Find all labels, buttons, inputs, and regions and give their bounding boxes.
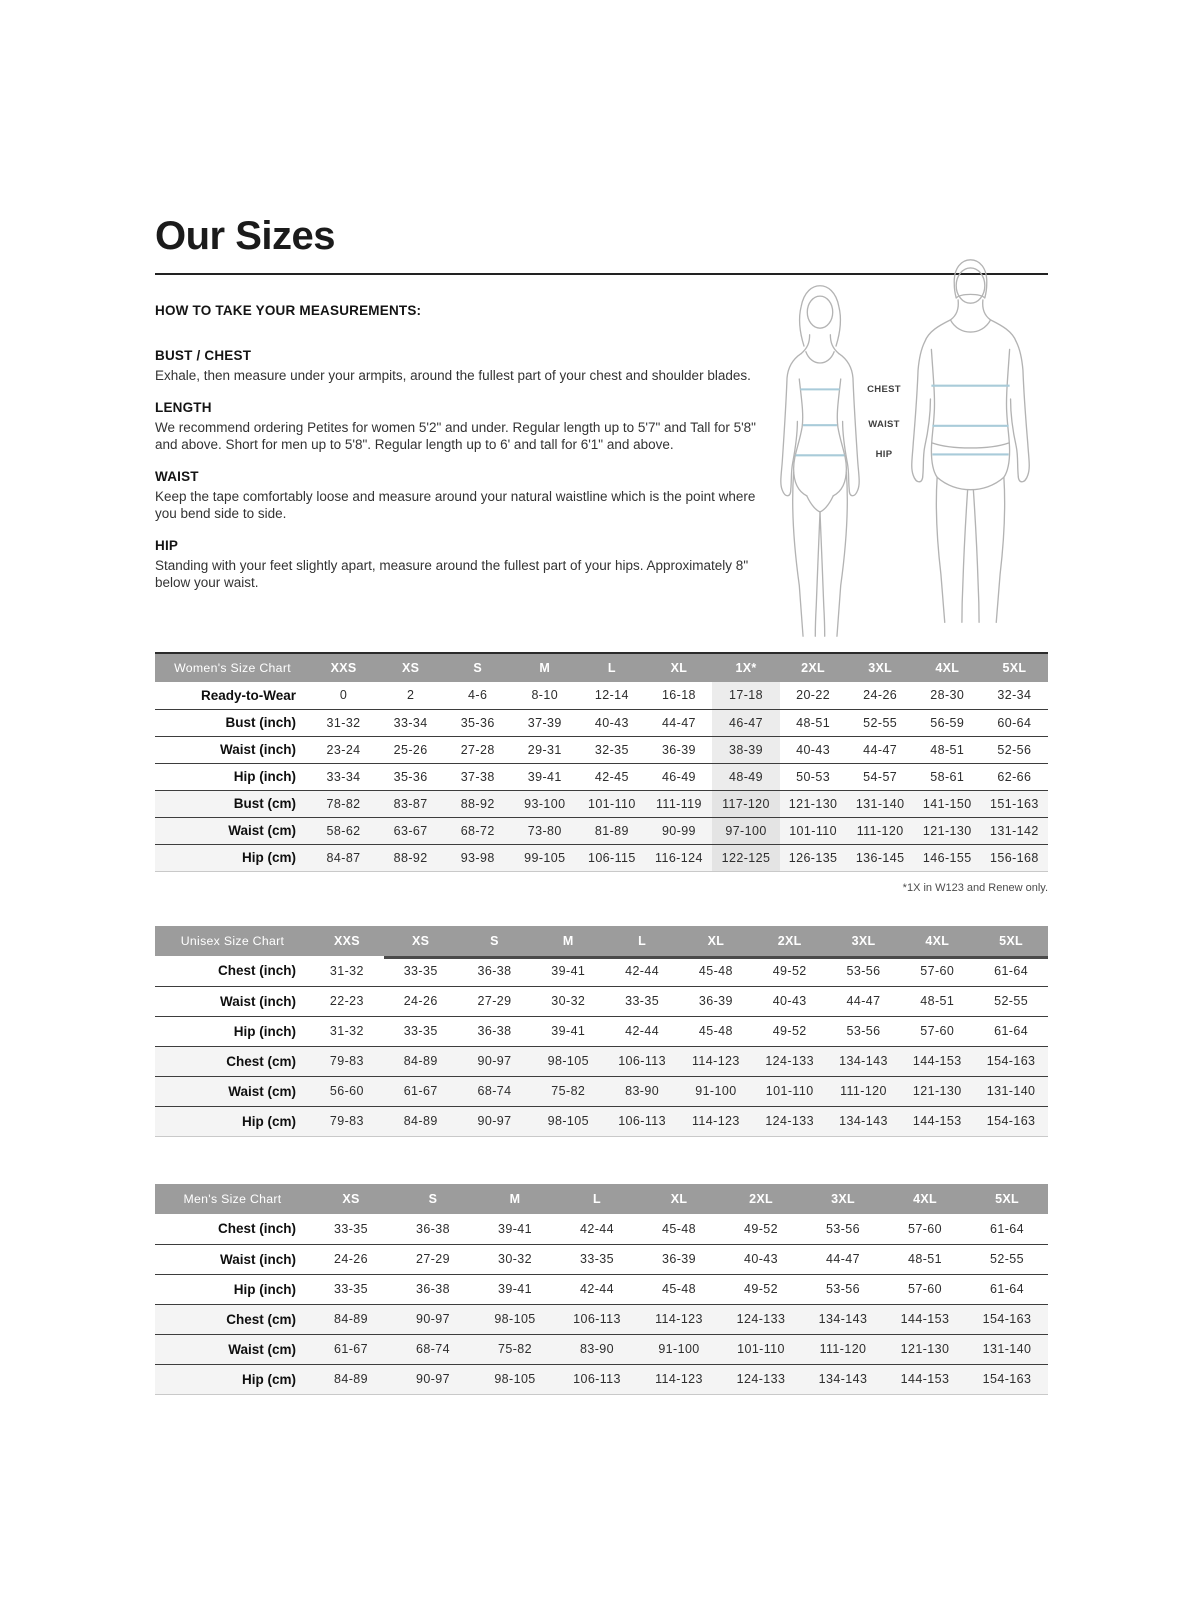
size-cell: 49-52 [744, 1282, 778, 1296]
size-cell: 63-67 [377, 817, 444, 844]
size-cell: 46-49 [661, 769, 696, 784]
size-cell: 106-113 [605, 1106, 679, 1136]
column-header-xs: XS [310, 1184, 392, 1214]
table-row [155, 1244, 1048, 1274]
size-cell: 144-153 [900, 1106, 974, 1136]
size-cell: 0 [339, 688, 348, 703]
column-header-s: S [444, 653, 511, 682]
size-cell: 46-47 [712, 709, 779, 736]
size-cell: 39-41 [551, 1024, 586, 1038]
size-cell: 36-39 [662, 1252, 696, 1266]
size-cell: 111-120 [827, 1076, 901, 1106]
mens-size-chart [155, 1184, 1048, 1395]
size-cell: 24-26 [403, 994, 438, 1008]
row-label: Hip (cm) [155, 844, 310, 871]
size-cell: 99-105 [511, 844, 578, 871]
size-cell: 124-133 [753, 1106, 827, 1136]
size-cell: 144-153 [884, 1364, 966, 1394]
size-cell: 68-74 [458, 1076, 532, 1106]
table-row [155, 956, 1048, 986]
table-row [155, 1304, 1048, 1334]
column-header-4xl: 4XL [900, 926, 974, 956]
size-cell: 131-142 [981, 817, 1048, 844]
size-cell: 16-18 [661, 688, 696, 703]
size-cell: 134-143 [827, 1046, 901, 1076]
unisex-size-chart [155, 926, 1048, 1137]
size-cell: 81-89 [578, 817, 645, 844]
size-cell: 114-123 [638, 1364, 720, 1394]
size-cell: 49-52 [772, 963, 807, 978]
size-cell: 58-61 [930, 769, 965, 784]
size-cell: 117-120 [712, 790, 779, 817]
table-row [155, 1364, 1048, 1394]
size-cell: 114-123 [638, 1304, 720, 1334]
column-header-l: L [605, 926, 679, 956]
size-cell: 36-39 [698, 994, 733, 1008]
size-cell: 131-140 [966, 1334, 1048, 1364]
size-cell: 88-92 [377, 844, 444, 871]
column-header-xxs: XXS [310, 653, 377, 682]
size-cell: 84-87 [310, 844, 377, 871]
size-cell: 84-89 [310, 1304, 392, 1334]
size-cell: 79-83 [310, 1046, 384, 1076]
size-cell: 33-34 [326, 769, 361, 784]
table-row [155, 1046, 1048, 1076]
table-row [155, 986, 1048, 1016]
size-cell: 98-105 [531, 1046, 605, 1076]
row-label: Hip (inch) [233, 769, 296, 784]
size-cell: 48-51 [920, 994, 955, 1008]
size-cell: 42-44 [580, 1282, 614, 1296]
section-text: Keep the tape comfortably loose and measure around your natural waistline which is the point where you bend side to side. [155, 488, 756, 522]
row-label: Chest (inch) [217, 963, 296, 979]
column-header-l: L [556, 1184, 638, 1214]
row-label: Bust (inch) [225, 715, 296, 730]
male-body-outline-illustration [903, 256, 1038, 628]
column-header-3xl: 3XL [802, 1184, 884, 1214]
size-cell: 33-35 [403, 1024, 438, 1038]
size-cell: 53-56 [826, 1282, 860, 1296]
size-cell: 91-100 [638, 1334, 720, 1364]
column-header-5xl: 5XL [981, 653, 1048, 682]
size-cell: 124-133 [720, 1304, 802, 1334]
column-header-xs: XS [384, 926, 458, 956]
section-length [155, 400, 773, 454]
size-cell: 90-97 [392, 1304, 474, 1334]
size-cell: 22-23 [329, 994, 364, 1008]
size-cell: 49-52 [744, 1221, 778, 1236]
row-label: Waist (inch) [220, 1251, 296, 1267]
section-text: Standing with your feet slightly apart, measure around the fullest part of your hips. Approximately 8" below your waist. [155, 557, 749, 591]
column-header-l: L [578, 653, 645, 682]
size-cell: 27-28 [460, 742, 495, 757]
size-cell: 156-168 [981, 844, 1048, 871]
table-row [155, 1076, 1048, 1106]
size-cell: 116-124 [645, 844, 712, 871]
size-cell: 61-67 [384, 1076, 458, 1106]
size-cell: 39-41 [551, 963, 586, 978]
size-cell: 27-29 [477, 994, 512, 1008]
size-cell: 37-38 [460, 769, 495, 784]
row-label: Ready-to-Wear [200, 687, 296, 703]
row-label: Hip (cm) [155, 1364, 310, 1394]
column-header-s: S [458, 926, 532, 956]
row-label: Chest (inch) [217, 1221, 296, 1237]
size-cell: 144-153 [900, 1046, 974, 1076]
size-cell: 58-62 [310, 817, 377, 844]
size-cell: 121-130 [914, 817, 981, 844]
size-cell: 42-45 [594, 769, 629, 784]
size-cell: 84-89 [384, 1046, 458, 1076]
column-header-4xl: 4XL [884, 1184, 966, 1214]
size-cell: 28-30 [930, 688, 965, 703]
size-cell: 53-56 [846, 963, 881, 978]
section-title: HIP [155, 537, 179, 553]
size-cell: 101-110 [578, 790, 645, 817]
size-cell: 61-67 [310, 1334, 392, 1364]
size-cell: 154-163 [966, 1364, 1048, 1394]
row-label: Waist (cm) [155, 1076, 310, 1106]
size-cell: 154-163 [966, 1304, 1048, 1334]
size-cell: 68-72 [444, 817, 511, 844]
column-header-3xl: 3XL [827, 926, 901, 956]
column-header-xl: XL [645, 653, 712, 682]
size-cell: 131-140 [974, 1076, 1048, 1106]
size-cell: 50-53 [796, 769, 831, 784]
size-cell: 39-41 [498, 1282, 532, 1296]
table-row [155, 736, 1048, 763]
table-row [155, 844, 1048, 871]
table-row [155, 763, 1048, 790]
size-cell: 83-90 [556, 1334, 638, 1364]
size-cell: 124-133 [753, 1046, 827, 1076]
size-cell: 57-60 [908, 1221, 942, 1236]
size-cell: 24-26 [334, 1252, 368, 1266]
size-cell: 48-51 [930, 742, 965, 757]
size-cell: 39-41 [498, 1221, 532, 1236]
row-label: Waist (cm) [155, 1334, 310, 1364]
female-body-outline-illustration [768, 282, 872, 640]
table-row [155, 1334, 1048, 1364]
table-row [155, 1214, 1048, 1244]
size-cell: 75-82 [531, 1076, 605, 1106]
figure-label-hip: HIP [875, 449, 893, 460]
measurements-heading: HOW TO TAKE YOUR MEASUREMENTS: [155, 303, 422, 318]
column-header-xxs: XXS [310, 926, 384, 956]
size-cell: 37-39 [527, 715, 562, 730]
size-cell: 36-39 [661, 742, 696, 757]
size-cell: 32-34 [997, 688, 1032, 703]
size-cell: 30-32 [551, 994, 586, 1008]
size-cell: 42-44 [625, 1024, 660, 1038]
measurement-instructions [155, 303, 773, 592]
column-header-1x: 1X* [712, 653, 779, 682]
size-cell: 32-35 [594, 742, 629, 757]
size-cell: 36-38 [416, 1282, 450, 1296]
size-cell: 48-49 [712, 763, 779, 790]
size-cell: 111-120 [847, 817, 914, 844]
size-cell: 35-36 [460, 715, 495, 730]
size-cell: 97-100 [712, 817, 779, 844]
size-cell: 45-48 [698, 963, 733, 978]
size-cell: 131-140 [847, 790, 914, 817]
size-cell: 122-125 [712, 844, 779, 871]
section-text: We recommend ordering Petites for women 5'2" and under. Regular length up to 5'7" and Tall for 5'8" and above. Short for men up to 5'8". Regular length up to 6' and tall for 6'1" and above. [155, 419, 756, 453]
size-cell: 101-110 [780, 817, 847, 844]
table-title: Men's Size Chart [155, 1184, 310, 1214]
size-cell: 53-56 [826, 1221, 860, 1236]
size-cell: 93-100 [511, 790, 578, 817]
table-row [155, 1016, 1048, 1046]
size-cell: 106-115 [578, 844, 645, 871]
row-label: Waist (cm) [155, 817, 310, 844]
size-cell: 98-105 [531, 1106, 605, 1136]
column-header-xs: XS [377, 653, 444, 682]
size-cell: 78-82 [310, 790, 377, 817]
table-title: Women's Size Chart [155, 653, 310, 682]
size-cell: 83-87 [377, 790, 444, 817]
page-title: Our Sizes [155, 214, 336, 258]
size-cell: 146-155 [914, 844, 981, 871]
size-cell: 134-143 [827, 1106, 901, 1136]
row-label: Chest (cm) [155, 1304, 310, 1334]
size-cell: 12-14 [594, 688, 629, 703]
row-label: Waist (inch) [220, 993, 296, 1009]
section-title: LENGTH [155, 399, 212, 415]
size-cell: 52-55 [994, 994, 1029, 1008]
size-cell: 121-130 [780, 790, 847, 817]
row-label: Waist (inch) [220, 742, 296, 757]
size-cell: 134-143 [802, 1304, 884, 1334]
womens-size-chart [155, 652, 1048, 872]
size-cell: 17-18 [712, 682, 779, 709]
size-cell: 48-51 [908, 1252, 942, 1266]
size-cell: 57-60 [920, 963, 955, 978]
column-header-3xl: 3XL [847, 653, 914, 682]
row-label: Hip (inch) [233, 1023, 296, 1039]
size-cell: 35-36 [393, 769, 428, 784]
column-header-5xl: 5XL [966, 1184, 1048, 1214]
size-cell: 42-44 [625, 963, 660, 978]
table-row [155, 1106, 1048, 1136]
size-cell: 126-135 [780, 844, 847, 871]
womens-chart-footnote: *1X in W123 and Renew only. [902, 882, 1048, 894]
size-cell: 75-82 [474, 1334, 556, 1364]
size-cell: 84-89 [310, 1364, 392, 1394]
size-cell: 134-143 [802, 1364, 884, 1394]
size-cell: 84-89 [384, 1106, 458, 1136]
table-row [155, 709, 1048, 736]
size-cell: 40-43 [772, 994, 807, 1008]
size-cell: 31-32 [326, 715, 361, 730]
size-cell: 141-150 [914, 790, 981, 817]
size-cell: 4-6 [468, 688, 488, 703]
size-cell: 56-60 [310, 1076, 384, 1106]
size-cell: 53-56 [846, 1024, 881, 1038]
size-cell: 136-145 [847, 844, 914, 871]
size-cell: 45-48 [662, 1282, 696, 1296]
size-cell: 61-64 [994, 963, 1029, 978]
size-table [155, 1184, 1048, 1395]
section-bust-chest [155, 348, 773, 385]
column-header-m: M [511, 653, 578, 682]
section-text: Exhale, then measure under your armpits, around the fullest part of your chest and shoulder blades. [155, 368, 751, 383]
size-cell: 56-59 [930, 715, 965, 730]
size-cell: 40-43 [594, 715, 629, 730]
size-cell: 61-64 [990, 1282, 1024, 1296]
size-cell: 121-130 [884, 1334, 966, 1364]
size-cell: 31-32 [329, 963, 364, 978]
size-cell: 2 [406, 688, 415, 703]
column-header-4xl: 4XL [914, 653, 981, 682]
size-cell: 36-38 [477, 963, 512, 978]
size-cell: 24-26 [863, 688, 898, 703]
size-cell: 36-38 [416, 1221, 450, 1236]
size-cell: 20-22 [796, 688, 831, 703]
size-cell: 57-60 [920, 1024, 955, 1038]
size-cell: 39-41 [527, 769, 562, 784]
size-cell: 121-130 [900, 1076, 974, 1106]
size-cell: 60-64 [997, 715, 1032, 730]
section-hip [155, 538, 773, 592]
table-row [155, 790, 1048, 817]
size-cell: 106-113 [556, 1364, 638, 1394]
size-cell: 48-51 [796, 715, 831, 730]
size-cell: 111-120 [802, 1334, 884, 1364]
size-cell: 90-97 [458, 1106, 532, 1136]
size-cell: 27-29 [416, 1252, 450, 1266]
size-cell: 68-74 [392, 1334, 474, 1364]
size-table [155, 652, 1048, 872]
table-row [155, 1274, 1048, 1304]
size-cell: 111-119 [645, 790, 712, 817]
size-cell: 154-163 [974, 1046, 1048, 1076]
table-row [155, 682, 1048, 709]
size-cell: 38-39 [712, 736, 779, 763]
size-cell: 114-123 [679, 1046, 753, 1076]
size-cell: 33-35 [580, 1252, 614, 1266]
size-cell: 23-24 [326, 742, 361, 757]
size-cell: 106-113 [556, 1304, 638, 1334]
size-cell: 93-98 [444, 844, 511, 871]
size-cell: 98-105 [474, 1364, 556, 1394]
size-cell: 54-57 [863, 769, 898, 784]
column-header-xl: XL [679, 926, 753, 956]
size-cell: 49-52 [772, 1024, 807, 1038]
size-cell: 33-35 [334, 1221, 368, 1236]
figure-label-waist: WAIST [868, 419, 900, 430]
size-cell: 45-48 [698, 1024, 733, 1038]
column-header-m: M [531, 926, 605, 956]
size-cell: 40-43 [744, 1252, 778, 1266]
size-cell: 44-47 [863, 742, 898, 757]
column-header-xl: XL [638, 1184, 720, 1214]
size-cell: 114-123 [679, 1106, 753, 1136]
section-waist [155, 469, 773, 523]
column-header-5xl: 5XL [974, 926, 1048, 956]
size-cell: 44-47 [846, 994, 881, 1008]
column-header-2xl: 2XL [753, 926, 827, 956]
size-cell: 61-64 [994, 1024, 1029, 1038]
row-label: Chest (cm) [155, 1046, 310, 1076]
size-cell: 45-48 [662, 1221, 696, 1236]
size-cell: 98-105 [474, 1304, 556, 1334]
header-underline [384, 956, 1048, 959]
size-cell: 8-10 [531, 688, 559, 703]
size-cell: 79-83 [310, 1106, 384, 1136]
size-cell: 106-113 [605, 1046, 679, 1076]
size-cell: 90-97 [392, 1364, 474, 1394]
table-row [155, 817, 1048, 844]
size-cell: 83-90 [605, 1076, 679, 1106]
table-title: Unisex Size Chart [155, 926, 310, 956]
size-cell: 33-34 [393, 715, 428, 730]
size-cell: 91-100 [679, 1076, 753, 1106]
size-cell: 101-110 [720, 1334, 802, 1364]
size-cell: 33-35 [334, 1282, 368, 1296]
size-cell: 90-99 [645, 817, 712, 844]
size-cell: 52-55 [863, 715, 898, 730]
size-cell: 144-153 [884, 1304, 966, 1334]
size-cell: 57-60 [908, 1282, 942, 1296]
size-cell: 90-97 [458, 1046, 532, 1076]
row-label: Hip (cm) [155, 1106, 310, 1136]
size-cell: 154-163 [974, 1106, 1048, 1136]
size-cell: 73-80 [511, 817, 578, 844]
column-header-s: S [392, 1184, 474, 1214]
size-cell: 52-55 [990, 1252, 1024, 1266]
column-header-m: M [474, 1184, 556, 1214]
size-cell: 29-31 [527, 742, 562, 757]
size-cell: 101-110 [753, 1076, 827, 1106]
size-cell: 44-47 [661, 715, 696, 730]
size-cell: 44-47 [826, 1252, 860, 1266]
size-cell: 40-43 [796, 742, 831, 757]
size-cell: 124-133 [720, 1364, 802, 1394]
body-measurement-diagram [755, 250, 1055, 650]
size-cell: 61-64 [990, 1221, 1024, 1236]
row-label: Hip (inch) [233, 1281, 296, 1297]
size-cell: 30-32 [498, 1252, 532, 1266]
size-cell: 42-44 [580, 1221, 614, 1236]
size-cell: 31-32 [329, 1024, 364, 1038]
column-header-2xl: 2XL [720, 1184, 802, 1214]
size-cell: 36-38 [477, 1024, 512, 1038]
row-label: Bust (cm) [155, 790, 310, 817]
size-cell: 88-92 [444, 790, 511, 817]
section-title: WAIST [155, 468, 199, 484]
size-cell: 52-56 [997, 742, 1032, 757]
size-cell: 151-163 [981, 790, 1048, 817]
size-cell: 33-35 [403, 963, 438, 978]
size-cell: 33-35 [625, 994, 660, 1008]
size-cell: 25-26 [393, 742, 428, 757]
column-header-2xl: 2XL [780, 653, 847, 682]
figure-label-chest: CHEST [867, 384, 901, 395]
size-cell: 62-66 [997, 769, 1032, 784]
section-title: BUST / CHEST [155, 348, 252, 363]
